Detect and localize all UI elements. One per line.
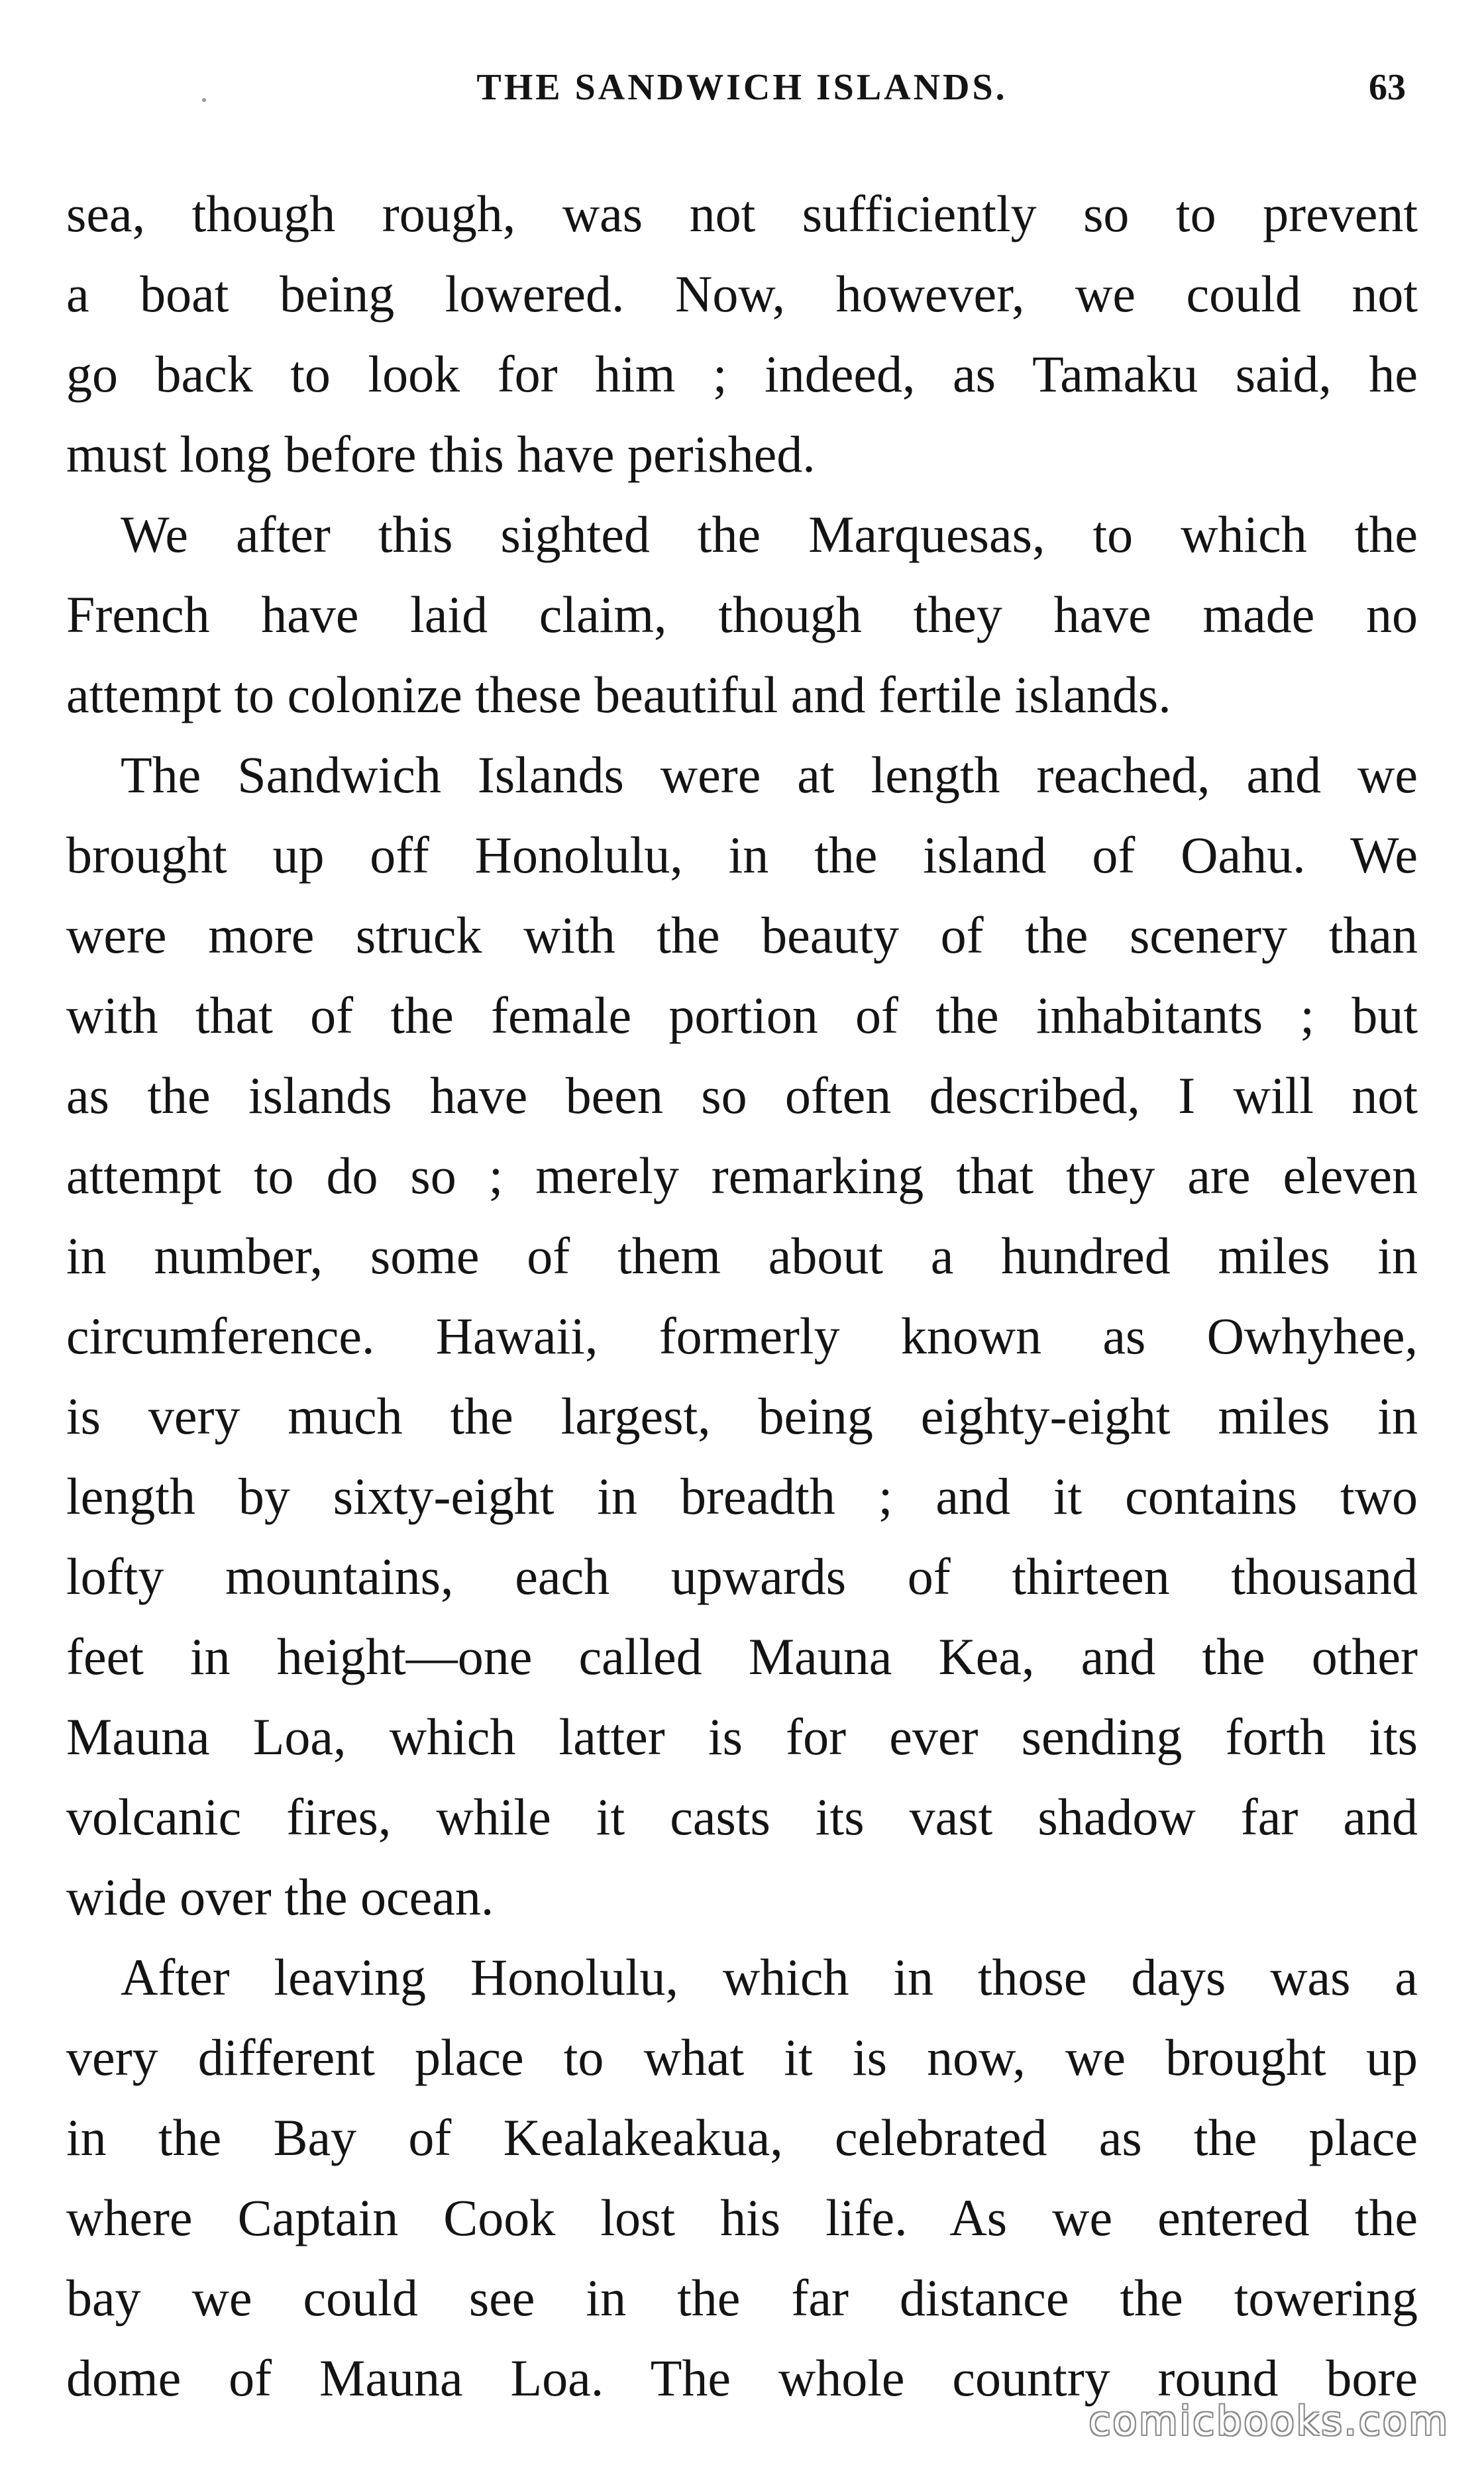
text-line: were more struck with the beauty of the scenery than: [66, 906, 1418, 964]
text-line: bay we could see in the far distance the towering: [66, 2269, 1418, 2327]
page-number: 63: [1369, 67, 1406, 108]
running-title: THE SANDWICH ISLANDS.: [476, 67, 1008, 108]
body-text: [66, 174, 1418, 2418]
text-line: Mauna Loa, which latter is for ever sending forth its: [66, 1708, 1418, 1765]
text-line: attempt to colonize these beautiful and fertile islands.: [66, 666, 1171, 723]
text-line: is very much the largest, being eighty-eight miles in: [66, 1387, 1418, 1445]
text-line: We after this sighted the Marquesas, to which the: [121, 505, 1418, 563]
text-line: in number, some of them about a hundred miles in: [66, 1227, 1418, 1285]
text-line: brought up off Honolulu, in the island of Oahu. We: [66, 826, 1418, 884]
text-line: in the Bay of Kealakeakua, celebrated as the place: [66, 2109, 1418, 2166]
text-line: French have laid claim, though they have made no: [66, 586, 1418, 643]
text-line: a boat being lowered. Now, however, we could not: [66, 265, 1418, 323]
watermark: comicbooks.com: [1088, 2398, 1450, 2445]
text-line: dome of Mauna Loa. The whole country round bore: [66, 2349, 1418, 2407]
text-line: attempt to do so ; merely remarking that they are eleven: [66, 1147, 1418, 1204]
text-line: very different place to what it is now, we brought up: [66, 2028, 1418, 2086]
text-line: lofty mountains, each upwards of thirteen thousand: [66, 1548, 1418, 1605]
text-line: After leaving Honolulu, which in those days was a: [121, 1948, 1418, 2006]
text-line: length by sixty-eight in breadth ; and it contains two: [66, 1467, 1418, 1525]
text-line: must long before this have perished.: [66, 425, 816, 483]
text-line: circumference. Hawaii, formerly known as Owhyhee,: [66, 1307, 1418, 1365]
text-line: with that of the female portion of the inhabitants ; but: [66, 986, 1418, 1044]
text-line: volcanic fires, while it casts its vast shadow far and: [66, 1788, 1418, 1846]
text-line: The Sandwich Islands were at length reached, and we: [121, 746, 1418, 804]
text-line: feet in height—one called Mauna Kea, and the other: [66, 1628, 1418, 1685]
page-header: [0, 58, 1484, 118]
text-line: where Captain Cook lost his life. As we entered the: [66, 2189, 1418, 2246]
text-line: as the islands have been so often described, I will not: [66, 1067, 1418, 1124]
text-line: sea, though rough, was not sufficiently so to prevent: [66, 185, 1418, 242]
text-line: go back to look for him ; indeed, as Tamaku said, he: [66, 345, 1418, 403]
text-line: wide over the ocean.: [66, 1868, 494, 1926]
